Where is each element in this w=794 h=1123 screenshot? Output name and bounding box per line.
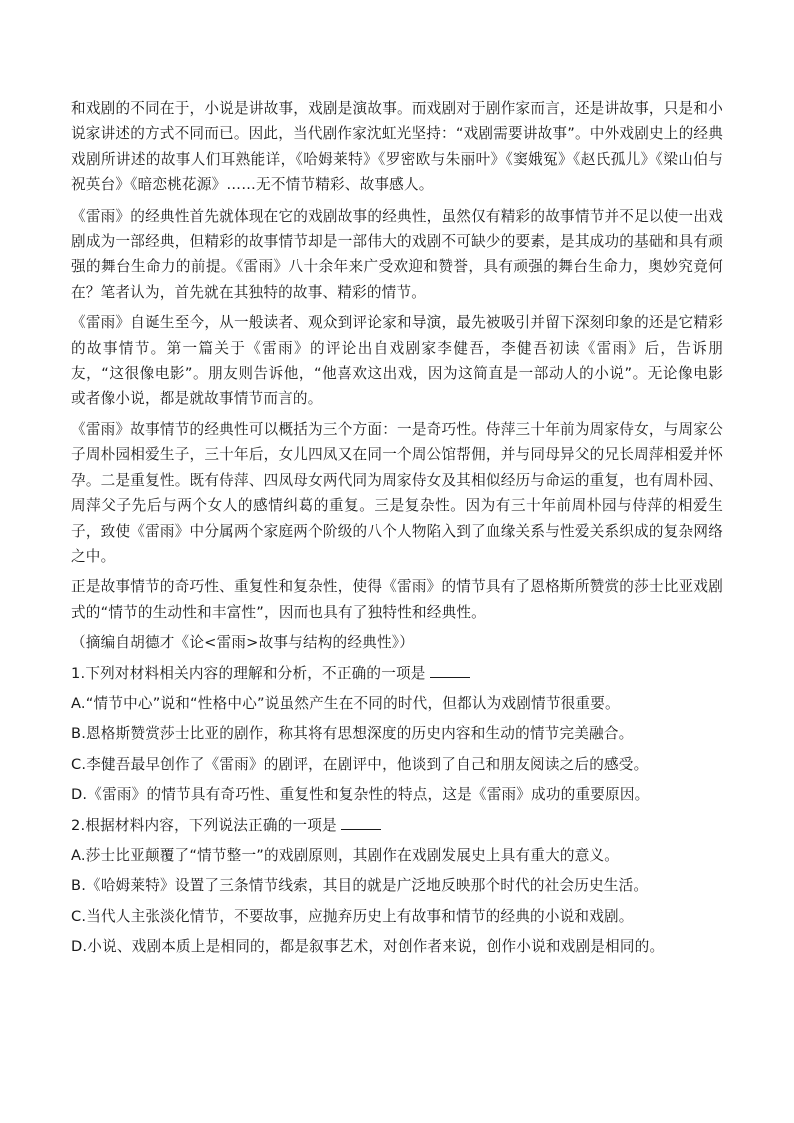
option-d: D.《雷雨》的情节具有奇巧性、重复性和复杂性的特点，这是《雷雨》成功的重要原因。 [71, 786, 650, 804]
passage-paragraph-5: 正是故事情节的奇巧性、重复性和复杂性，使得《雷雨》的情节具有了恩格斯所赞赏的莎士比亚戏剧式的“情节的生动性和丰富性”，因而也具有了独特性和经典性。 [71, 578, 723, 621]
question-2 [71, 813, 723, 960]
answer-blank [341, 815, 381, 830]
option-d: D.小说、戏剧本质上是相同的，都是叙事艺术，对创作者来说，创作小说和戏剧是相同的。 [71, 938, 665, 956]
option-c: C.李健吾最早创作了《雷雨》的剧评，在剧评中，他谈到了自己和朋友阅读之后的感受。 [71, 755, 649, 773]
question-stem-text: 1.下列对材料相关内容的理解和分析，不正确的一项是 [71, 664, 426, 682]
passage-paragraph-2: 《雷雨》的经典性首先就体现在它的戏剧故事的经典性，虽然仅有精彩的故事情节并不足以使一出戏剧成为一部经典，但精彩的故事情节却是一部伟大的戏剧不可缺少的要素，是其成功的基础和具有顽强的舞台生命力的前提。《雷雨》八十余年来广受欢迎和赞誉，具有顽强的舞台生命力，奥妙究竟何在？笔者认为，首先就在其独特的故事、精彩的情节。 [71, 207, 723, 301]
option-b: B.恩格斯赞赏莎士比亚的剧作，称其将有思想深度的历史内容和生动的情节完美融合。 [71, 725, 634, 743]
source-citation: （摘编自胡德才《论<雷雨>故事与结构的经典性》） [71, 634, 415, 652]
option-c: C.当代人主张淡化情节，不要故事，应抛弃历史上有故事和情节的经典的小说和戏剧。 [71, 907, 634, 925]
question-stem [71, 661, 723, 686]
question-stem-text: 2.根据材料内容，下列说法正确的一项是 [71, 816, 337, 834]
question-1 [71, 661, 723, 808]
option-b: B.《哈姆莱特》设置了三条情节线索，其目的就是广泛地反映那个时代的社会历史生活。 [71, 877, 649, 895]
document-page [71, 96, 723, 965]
passage-paragraph-4: 《雷雨》故事情节的经典性可以概括为三个方面：一是奇巧性。侍萍三十年前为周家侍女，与周家公子周朴园相爱生子，三十年后，女儿四凤又在同一个周公馆帮佣，并与同母异父的兄长周萍相爱并怀孕。二是重复性。既有侍萍、四凤母女两代同为周家侍女及其相似经历与命运的重复，也有周朴园、周萍父子先后与两个女人的感情纠葛的重复。三是复杂性。因为有三十年前周朴园与侍萍的相爱生子，致使《雷雨》中分属两个家庭两个阶级的八个人物陷入到了血缘关系与性爱关系织成的复杂网络之中。 [71, 420, 723, 565]
passage-paragraph-1: 和戏剧的不同在于，小说是讲故事，戏剧是演故事。而戏剧对于剧作家而言，还是讲故事，只是和小说家讲述的方式不同而已。因此，当代剧作家沈虹光坚持：“戏剧需要讲故事”。中外戏剧史上的经典戏剧所讲述的故事人们耳熟能详，《哈姆莱特》《罗密欧与朱丽叶》《窦娥冤》《赵氏孤儿》《梁山伯与祝英台》《暗恋桃花源》……无不情节精彩、故事感人。 [71, 100, 723, 194]
answer-blank [430, 663, 470, 678]
passage-paragraph-3: 《雷雨》自诞生至今，从一般读者、观众到评论家和导演，最先被吸引并留下深刻印象的还是它精彩的故事情节。第一篇关于《雷雨》的评论出自戏剧家李健吾，李健吾初读《雷雨》后，告诉朋友，“这很像电影”。朋友则告诉他，“他喜欢这出戏，因为这简直是一部动人的小说”。无论像电影或者像小说，都是就故事情节而言的。 [71, 314, 723, 408]
option-a: A.莎士比亚颠覆了“情节整一”的戏剧原则，其剧作在戏剧发展史上具有重大的意义。 [71, 846, 620, 864]
option-a: A.“情节中心”说和“性格中心”说虽然产生在不同的时代，但都认为戏剧情节很重要。 [71, 694, 620, 712]
question-stem [71, 813, 723, 838]
